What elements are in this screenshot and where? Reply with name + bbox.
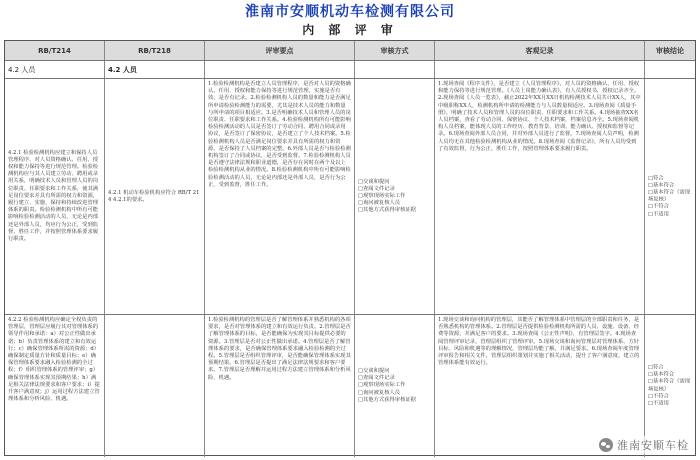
column-header: RB/T218	[105, 41, 205, 60]
clause-rbt214	[5, 315, 105, 457]
conclusion-option[interactable]	[648, 393, 692, 400]
column-header: 评审要点	[205, 41, 355, 60]
section-row	[5, 61, 695, 79]
table-header-row	[5, 41, 695, 61]
conclusion-option[interactable]	[648, 379, 692, 393]
watermark-text: 淮南安顺车检	[617, 439, 689, 452]
conclusion-label: □基本符合	[648, 371, 675, 378]
conclusion-option[interactable]	[648, 211, 692, 218]
conclusion-label: □不符合	[648, 393, 669, 400]
audit-method	[355, 79, 435, 314]
document-title	[0, 4, 700, 38]
review-points	[205, 79, 355, 314]
audit-method-text: □交谈和提问 □查阅文件记录 □观察现场实际工作 □询问被复核人员 □其他方式获得审核证据	[358, 367, 416, 403]
column-header: 审核结论	[656, 47, 684, 55]
conclusion-label: □符合	[648, 174, 664, 181]
section-label: 4.2 人员	[105, 61, 205, 78]
empty-cell	[435, 61, 645, 78]
conclusion-label: □不符合	[648, 203, 669, 210]
clause-text: 4.2.1 机动车检验机构应符合 RB/T 214 4.2.1的要求。	[108, 189, 200, 203]
conclusion-options	[645, 175, 695, 218]
wechat-icon	[599, 438, 613, 452]
empty-cell	[645, 61, 695, 78]
empty-cell	[205, 61, 355, 78]
document-subtitle: 内 部 评 审	[302, 23, 398, 37]
clause-rbt218	[105, 315, 205, 457]
clause-rbt218	[105, 79, 205, 314]
table-row	[5, 315, 695, 457]
objective-record-text: 1.现场查阅《程序文件》，是否建立《人员管理程序》，对人员的资格确认、任用、授权和能力保持等进行规范管理。《人员上岗能力确认表》，有人员授权书，授权记录齐全。2.现场查阅《人员一览表》，截止2022年XX月XX日机构检测技术人员共计XX人，其中中级职称XX人，检测机构所申请的检测能力与人员数量相适应。3.现场查阅《质量手册》，明确了技术人员和管理人员的岗位职责、任职要求和工作关系。4.现场抽查XX名人员档案，查看了劳动合同、保密协议、个人技术档案，档案信息齐全。5.现场查阅机构人员档案，能体现人员的工作经历、教育背景、培训、能力确认、授权和监督等记录。6.现场查阅外部人员合同，并对外部人员进行了监督。7.现场查阅人员声明，检测人员均无在其他检验检测机构从业的情况。8.现场查阅《监督记录》，所有人员均受到了有效监督，行为公正，胜任工作，按照管理体系要求履行职责。	[438, 81, 641, 152]
clause-text: 4.2.2 检验检测机构应确定全权负责的管理层，管理层应履行其对管理体系的领导作用和承诺：a）对公正性做出承诺；b）负责管理体系的建立和有效运行；c）确保管理体系所需的资源；d）确保制定质量方针和质量目标；e）确保管理体系要求融入检验检测的全过程；f）组织管理体系的管理评审；g）确保管理体系实现其预期结果；h）满足相关法律法规要求和客户要求；i）提升客户满意度；j）运用过程方法建立管理体系和分析风险、机遇。	[8, 317, 100, 403]
audit-method-text: □交谈和提问 □查阅文件记录 □观察现场实际工作 □询问被复核人员 □其他方式获得审核证据	[358, 178, 416, 214]
column-header: 审核方式	[355, 41, 435, 60]
conclusion-option[interactable]	[648, 204, 692, 211]
conclusion-label: □基本符合	[648, 182, 675, 189]
table-row	[5, 79, 695, 315]
clause-text: 4.2.1 检验检测机构应建立和保持人员管理程序，对人员资格确认、任用、授权和能力保持等进行规范管理。检验检测机构应与其人员建立劳动、聘用或录用关系，明确技术人员和管理人员的岗位职责、任职要求和工作关系，使其满足岗位要求并具有所需的权力和资源，履行建立、实施、保持和持续改进管理体系的职责。检验检测机构中所有可能影响检验检测活动的人员，无论是内部还是外部人员，均应行为公正，受到监督，胜任工作，并按照管理体系要求履行职责。	[8, 149, 99, 243]
conclusion-label: □不适用	[648, 210, 669, 217]
clause-text	[105, 315, 204, 319]
column-header: 客观记录	[435, 41, 645, 60]
conclusion-options	[645, 364, 695, 407]
company-name: 淮南市安顺机动车检测有限公司	[245, 4, 455, 20]
review-points	[205, 315, 355, 457]
clause-rbt214	[5, 79, 105, 314]
audit-method	[355, 315, 435, 457]
empty-cell	[355, 61, 435, 78]
objective-record-text: 1.现场交谈和询问机构的管理层，其能否了解管理体系中管理层的全部职责和任务，是否熟悉机构的管理体系。2.管理层是否提供检验检测机构所需的人员、设施、设备、经费等资源，并满足客户的要求。3.现场查阅《公正性声明》，有管理层签字。4.现场查阅管理评审记录，管理层组织了管理评审。5.现场交谈和询问管理层对管理体系、方针目标、风险和机遇等的理解情况，管理层均能了解，并满足要求。6.现场查阅年度管理评审报告和相关文件，管理层组织策划并实施了相关活动，提升了客户满意度，建立的管理体系能有效运行。	[438, 317, 640, 367]
conclusion-label: □符合	[648, 364, 664, 371]
conclusion-option[interactable]	[648, 400, 692, 407]
column-header: RB/T214	[5, 41, 105, 60]
conclusion-label: □基本符合（需现场复核）	[648, 189, 691, 203]
audit-table	[4, 40, 696, 456]
section-label: 4.2 人员	[5, 61, 105, 78]
review-points-text: 1.检验检测机构的管理层是否了解管理体系并熟悉机构的各项要求，是否对管理体系的建立和有效运行负责。2.管理层是否了解管理体系的目标，是否能确保为实现其目标提供必要的资源。3.管理层是否对公正性做出承诺。4.管理层是否了解管理体系的要求，是否确保管理体系要求融入检验检测的全过程。5.管理层是否组织管理评审，是否能确保管理体系实现其预期结果。6.管理层是否提出了满足法律法规要求和客户要求。7.管理层是否理解并运用过程方法建立管理体系和分析风险、机遇。	[208, 317, 351, 381]
conclusion-option[interactable]	[648, 189, 692, 203]
conclusion-label: □不适用	[648, 400, 669, 407]
watermark	[596, 436, 692, 454]
conclusion-label: □基本符合（需现场复核）	[648, 378, 691, 392]
review-points-text: 1.检验检测机构是否建立人员管理程序，是否对人员的资格确认、任用、授权和能力保持等进行规范管理，实施是否有效，是否有记录。2.检验检测机构人员的数量和能力是否满足所申请检验检测能力的需要，尤其是技术人员的能力和数量与所申请的项目相适应。3.是否明确技术人员和管理人员的岗位职责、任职要求和工作关系。4.检验检测机构所有可能影响检验检测活动的人员是否签订了劳动合同、聘用合同或录用协议，是否签订了保密协议，是否建立了个人技术档案。5.检验检测机构人员是否满足岗位要求并具有所需的权力和资源，是否保持了人员档案的完整。6.外部人员是否与检验检测机构签订了合同或协议，是否受到监督。7.检验检测机构人员是否遵守法律法规和职业道德，是否存在同时在两个及以上检验检测机构从业的情况。8.检验检测机构中所有可能影响检验检测活动的人员，无论是内部还是外部人员，是否行为公正，受到监督，胜任工作。	[208, 81, 351, 188]
audit-conclusion	[645, 79, 695, 314]
objective-record	[435, 79, 645, 314]
